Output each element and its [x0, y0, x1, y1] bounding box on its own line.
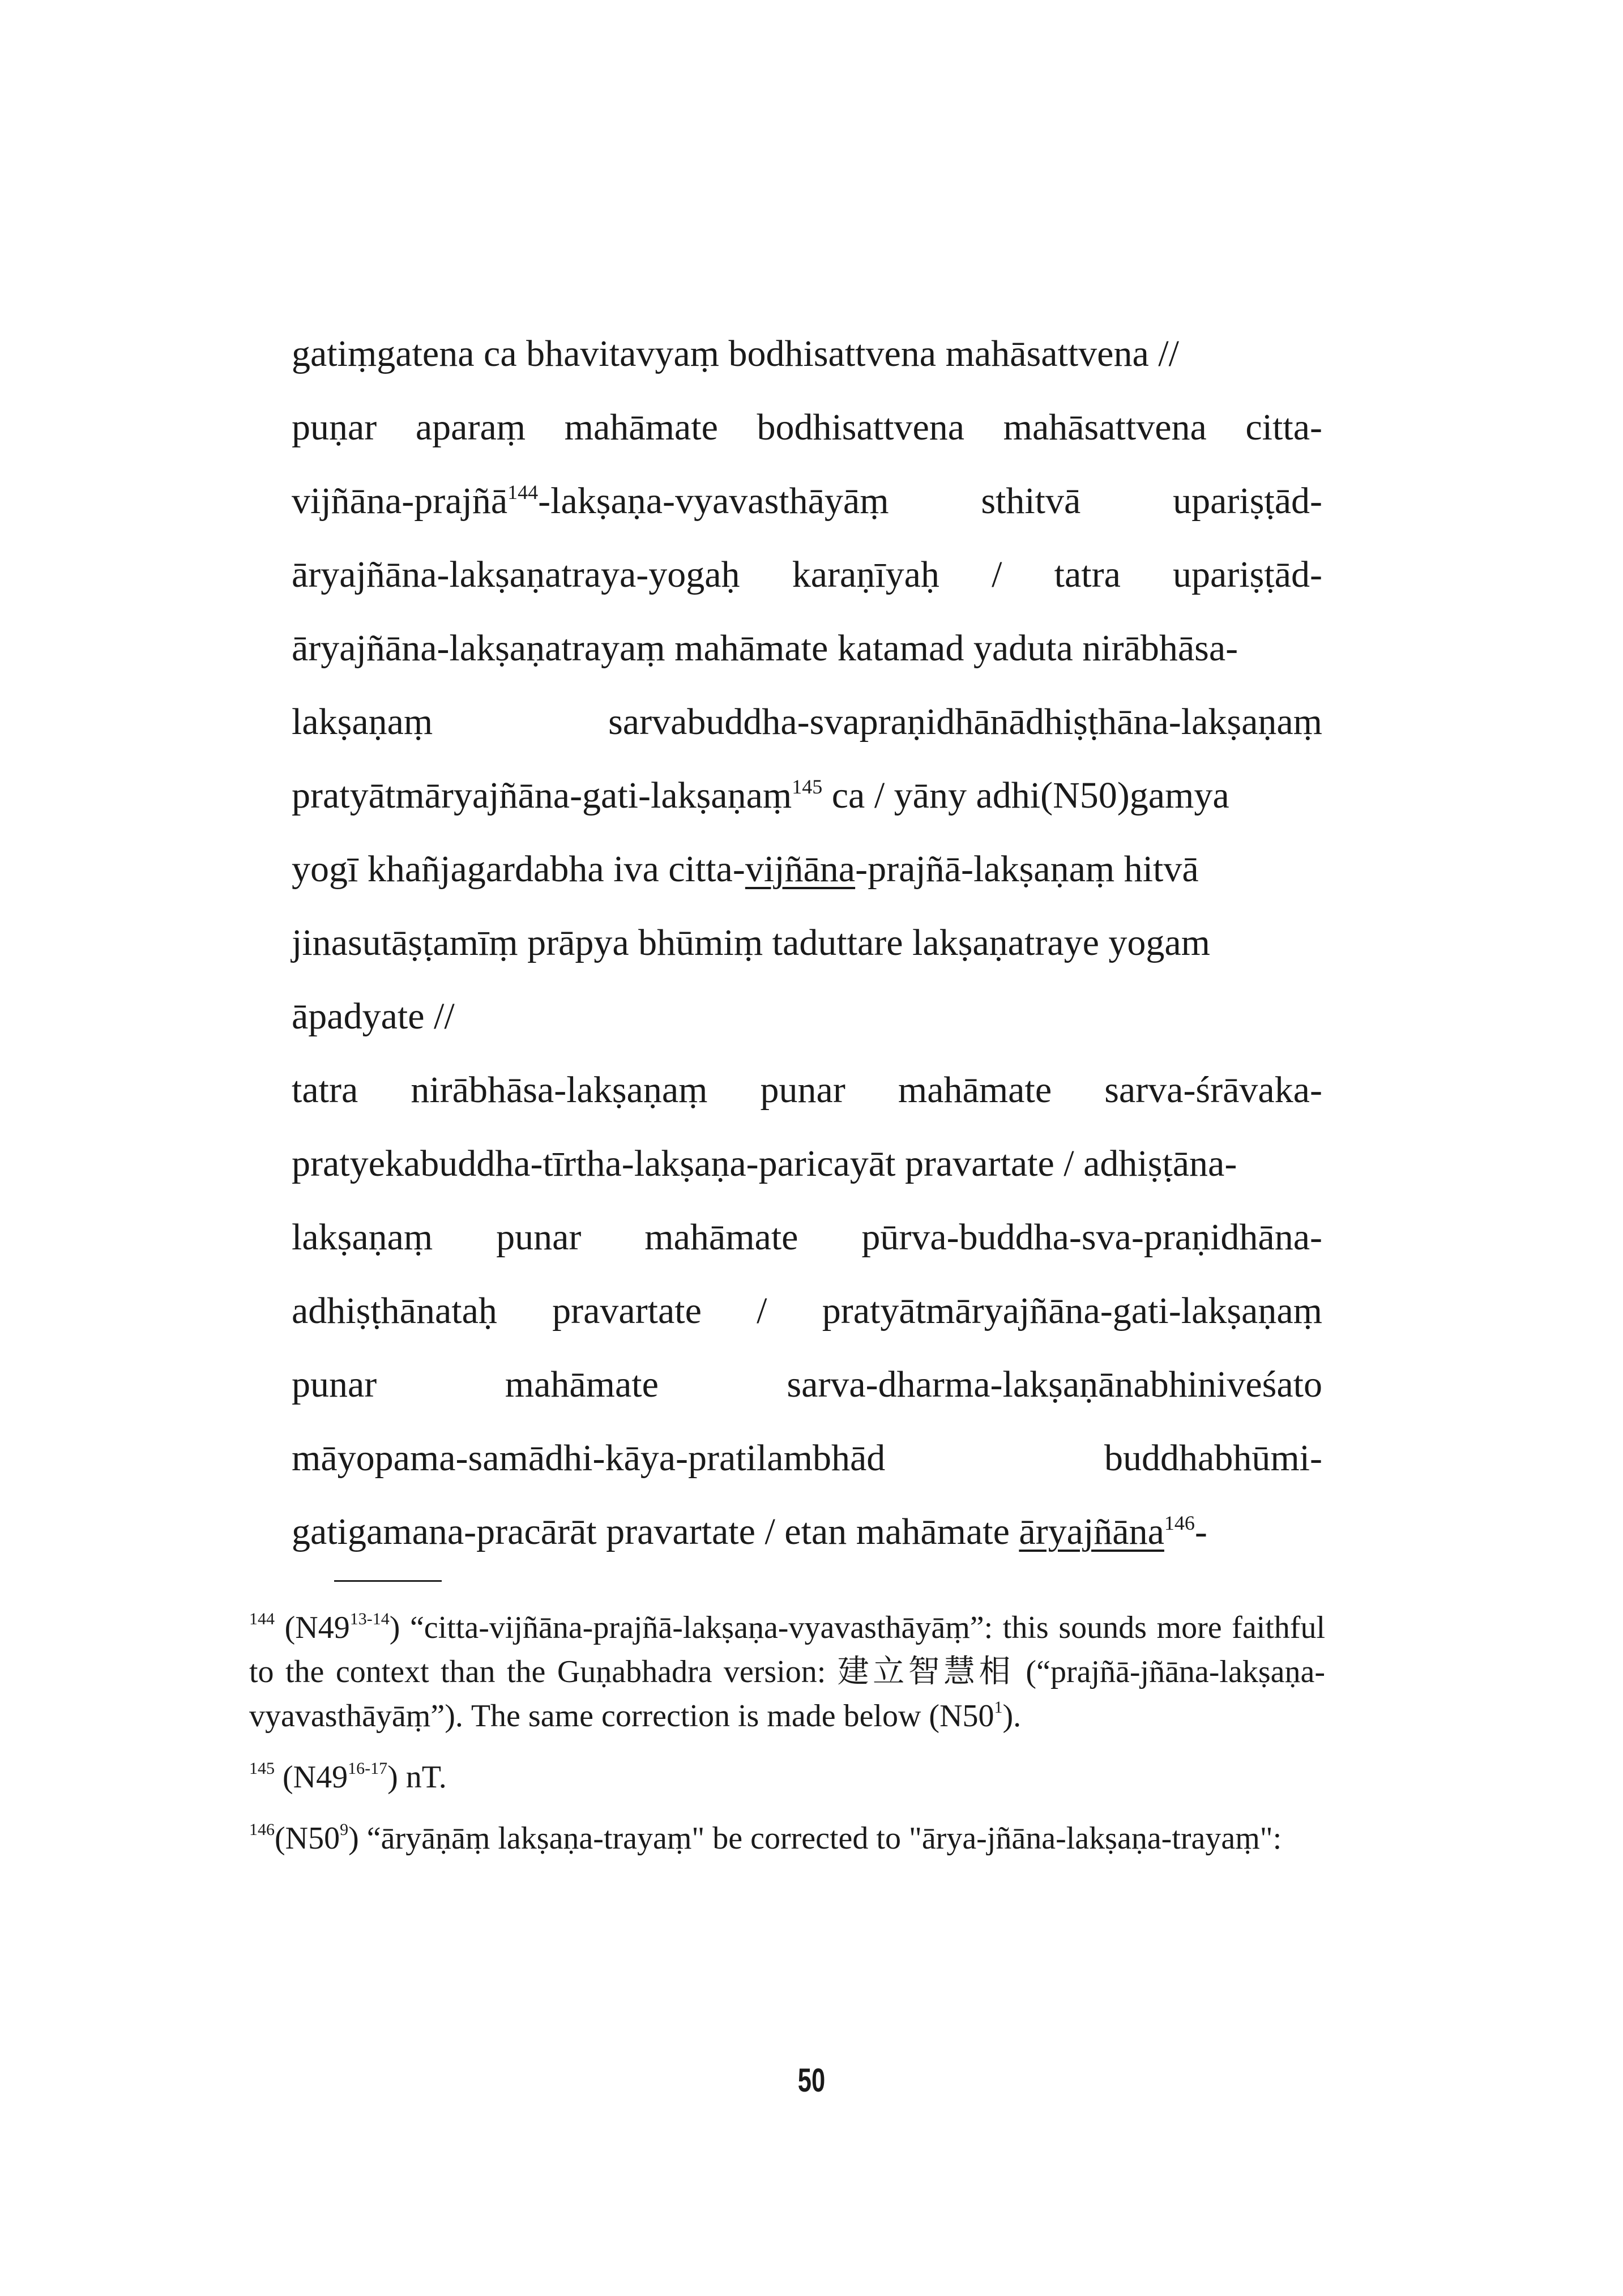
text-word: gatiṃgatena ca bhavitavyaṃ bodhisattvena mahāsattvena //: [292, 333, 1179, 374]
text-line: [292, 1127, 1322, 1201]
footnotes: [249, 1606, 1325, 1877]
text-word: māyopama-samādhi-kāya-pratilambhād: [292, 1437, 886, 1479]
footnote-marker[interactable]: 145: [792, 775, 823, 798]
text-word: āryajñāna-lakṣaṇatraya-yogaḥ: [292, 554, 740, 595]
text-word: adhiṣṭhānataḥ: [292, 1290, 497, 1331]
text-word: pūrva-buddha-sva-praṇidhāna-: [861, 1217, 1322, 1258]
text-word: gatigamana-pracārāt pravartate / etan mahāmate āryajñāna$^{146}$-: [292, 1511, 1207, 1552]
text-line: [292, 1495, 1322, 1569]
footnote: $^{146}(N50^9)$ “āryāṇāṃ lakṣaṇa-trayaṃ" be corrected to "ārya-jñāna-lakṣaṇa-trayaṃ":: [249, 1820, 1282, 1856]
text-word: sthitvā: [981, 480, 1081, 522]
text-word: upariṣṭād-: [1173, 554, 1322, 595]
text-line: [292, 833, 1322, 906]
text-word: aparaṃ: [415, 407, 526, 448]
text-word: karaṇīyaḥ: [792, 554, 939, 595]
text-word: upariṣṭād-: [1173, 480, 1322, 522]
text-word: lakṣaṇaṃ: [292, 1217, 433, 1258]
text-word: lakṣaṇaṃ: [292, 701, 433, 742]
footnote-number: 144: [249, 1610, 275, 1628]
text-word: jinasutāṣṭamīṃ prāpya bhūmiṃ taduttare lakṣaṇatraye yogam: [292, 922, 1210, 963]
text-word: sarvabuddha-svapraṇidhānādhiṣṭhāna-lakṣaṇaṃ: [608, 701, 1322, 742]
footnote-marker[interactable]: 144: [507, 480, 539, 503]
text-word: /: [757, 1290, 767, 1331]
text-word: /: [992, 554, 1002, 595]
text-word: buddhabhūmi-: [1104, 1437, 1322, 1479]
text-line: [292, 685, 1322, 759]
text-word: sarva-dharma-lakṣaṇānabhiniveśato: [787, 1364, 1322, 1405]
text-line: [292, 1053, 1322, 1127]
text-word: pratyekabuddha-tīrtha-lakṣaṇa-paricayāt pravartate / adhiṣṭāna-: [292, 1143, 1237, 1184]
text-line: [292, 759, 1322, 833]
underlined-term: vijñāna: [745, 848, 856, 890]
text-line: [292, 538, 1322, 612]
text-line: [292, 391, 1322, 464]
text-word: vijñāna-prajñā$^{144}$-lakṣaṇa-vyavasthāyāṃ: [292, 480, 889, 522]
text-word: āryajñāna-lakṣaṇatrayaṃ mahāmate katamad yaduta nirābhāsa-: [292, 628, 1238, 669]
page-number: 50: [797, 2062, 826, 2099]
text-word: citta-: [1245, 407, 1322, 448]
text-word: punar: [292, 1364, 377, 1405]
text-word: tatra: [292, 1069, 358, 1111]
footnote-number: 145: [249, 1759, 275, 1778]
text-word: mahāmate: [644, 1217, 798, 1258]
text-line: [292, 317, 1322, 391]
text-word: puṇar: [292, 407, 377, 448]
footnote-marker[interactable]: 146: [1164, 1511, 1195, 1534]
text-line: [292, 1422, 1322, 1495]
text-word: punar: [496, 1217, 582, 1258]
text-line: [292, 906, 1322, 980]
text-word: yogī khañjagardabha iva citta-vijñāna-prajñā-lakṣaṇaṃ hitvā: [292, 848, 1199, 890]
text-word: pratyātmāryajñāna-gati-lakṣaṇaṃ$^{145}$ ca / yāny adhi(N50)gamya: [292, 775, 1229, 816]
text-word: mahāmate: [505, 1364, 659, 1405]
text-line: [292, 1274, 1322, 1348]
underlined-term: āryajñāna: [1019, 1511, 1164, 1552]
text-word: punar: [760, 1069, 845, 1111]
main-text: [292, 317, 1322, 1569]
text-word: tatra: [1054, 554, 1121, 595]
footnote: $^{145}$ (N49$^{16-17}$) nT.: [249, 1759, 447, 1795]
text-word: sarva-śrāvaka-: [1104, 1069, 1322, 1111]
text-word: mahāsattvena: [1003, 407, 1207, 448]
text-line: [292, 980, 1322, 1053]
footnote-separator: [334, 1580, 442, 1582]
footnote-number: 146: [249, 1820, 275, 1839]
text-word: pratyātmāryajñāna-gati-lakṣaṇaṃ: [822, 1290, 1322, 1331]
text-line: [292, 464, 1322, 538]
text-line: [292, 1201, 1322, 1274]
text-word: pravartate: [552, 1290, 702, 1331]
text-word: mahāmate: [898, 1069, 1052, 1111]
text-line: [292, 1348, 1322, 1422]
text-word: āpadyate //: [292, 996, 455, 1037]
text-word: mahāmate: [564, 407, 718, 448]
text-word: bodhisattvena: [757, 407, 965, 448]
text-line: [292, 612, 1322, 685]
text-word: nirābhāsa-lakṣaṇaṃ: [411, 1069, 708, 1111]
footnote: $^{144}$ (N49$^{13-14}$) “citta-vijñāna-prajñā-lakṣaṇa-vyavasthāyāṃ”: this sounds more faithful to the context than the Guṇabhadra version: 建立智慧相 (“prajñā-jñāna-lakṣaṇa-vyavasthāyāṃ”). The same correction is made below $(N50^1)$.: [249, 1610, 1326, 1734]
